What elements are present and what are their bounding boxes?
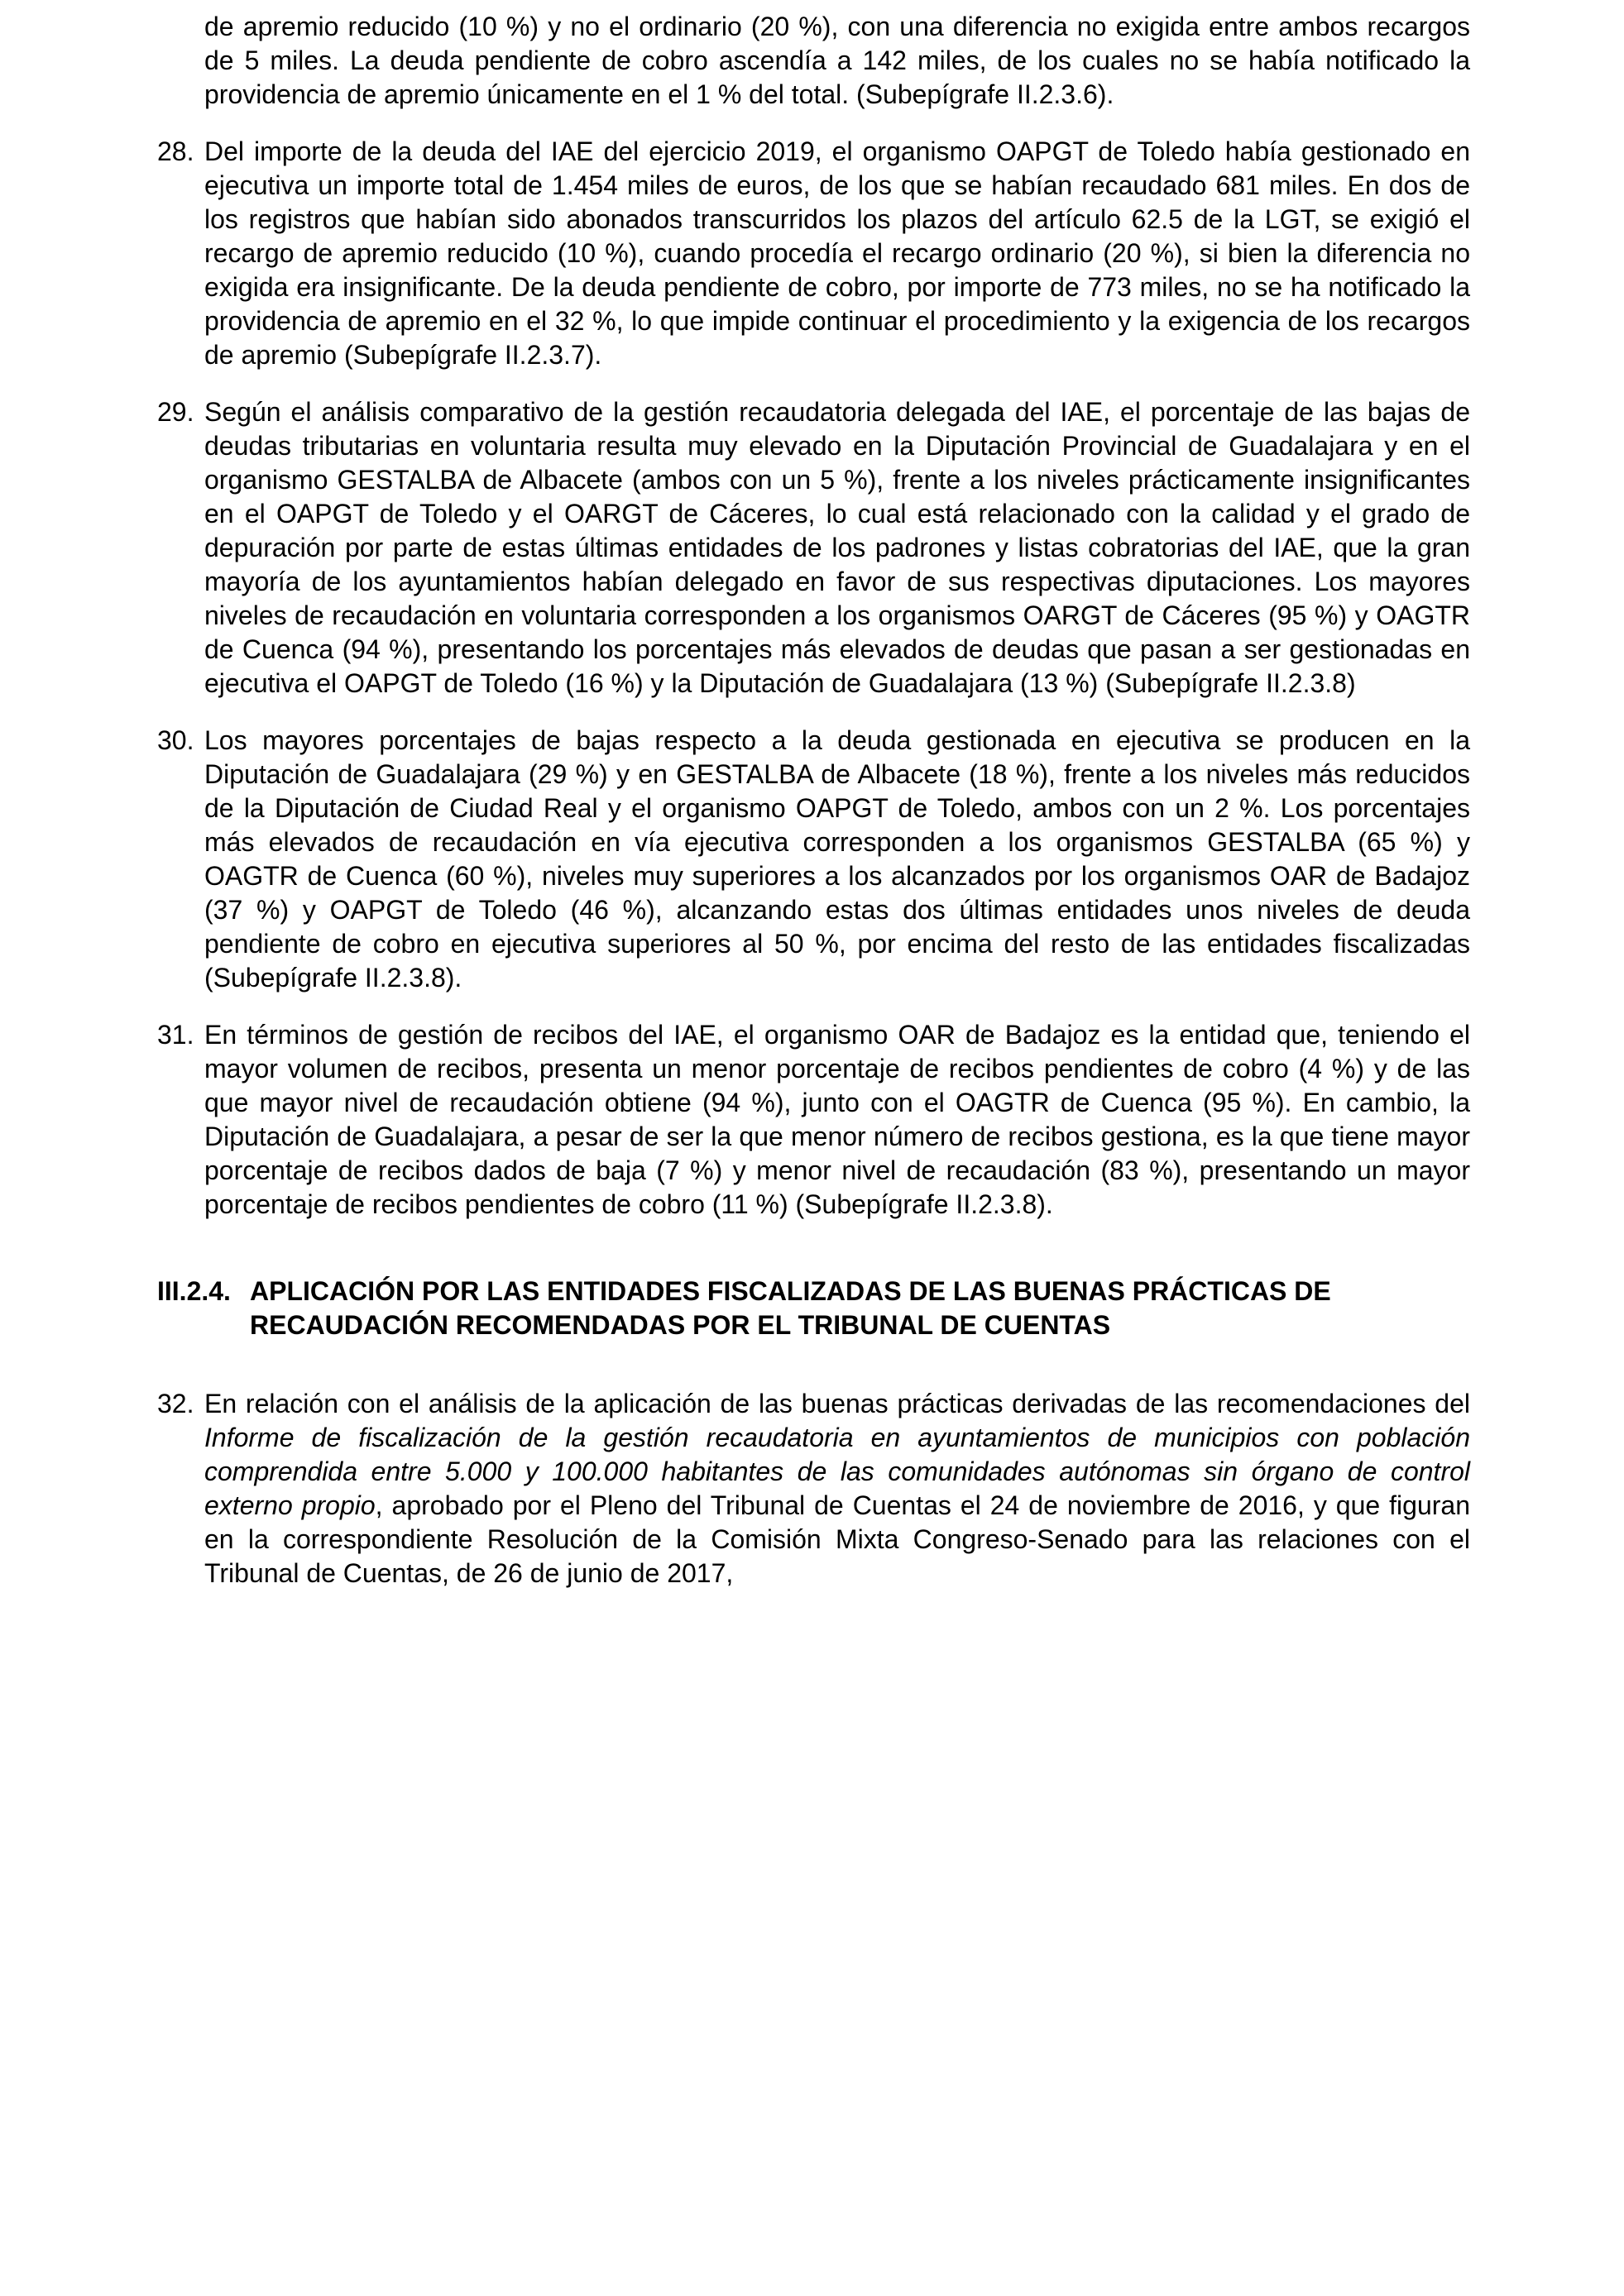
section-heading-III-2-4 bbox=[157, 1275, 1470, 1342]
paragraph-32 bbox=[157, 1387, 1470, 1590]
section-heading-text: APLICACIÓN POR LAS ENTIDADES FISCALIZADAS DE LAS BUENAS PRÁCTICAS DE RECAUDACIÓN RECOMENDADAS POR EL TRIBUNAL DE CUENTAS bbox=[250, 1276, 1331, 1340]
paragraph-number: 32. bbox=[157, 1389, 194, 1418]
paragraph-text: Según el análisis comparativo de la gestión recaudatoria delegada del IAE, el porcentaje de las bajas de deudas tributarias en voluntaria resulta muy elevado en la Diputación Provincial de Guadalajara y en el organismo GESTALBA de Albacete (ambos con un 5 %), frente a los niveles prácticamente insignificantes en el OAPGT de Toledo y el OARGT de Cáceres, lo cual está relacionado con la calidad y el grado de depuración por parte de estas últimas entidades de los padrones y listas cobratorias del IAE, que la gran mayoría de los ayuntamientos habían delegado en favor de sus respectivas diputaciones. Los mayores niveles de recaudación en voluntaria corresponden a los organismos OARGT de Cáceres (95 %) y OAGTR de Cuenca (94 %), presentando los porcentajes más elevados de deudas que pasan a ser gestionadas en ejecutiva el OAPGT de Toledo (16 %) y la Diputación de Guadalajara (13 %) (Subepígrafe II.2.3.8) bbox=[204, 397, 1470, 698]
paragraph-continuation: de apremio reducido (10 %) y no el ordinario (20 %), con una diferencia no exigida entre ambos recargos de 5 miles. La deuda pendiente de cobro ascendía a 142 miles, de los cuales no se había notificado la providencia de apremio únicamente en el 1 % del total. (Subepígrafe II.2.3.6). bbox=[204, 12, 1470, 109]
paragraph-text bbox=[204, 1387, 1470, 1590]
paragraph-28 bbox=[157, 135, 1470, 372]
paragraph-text-segment: En relación con el análisis de la aplicación de las buenas prácticas derivadas de las recomendaciones del bbox=[204, 1389, 1470, 1418]
section-heading-number: III.2.4. bbox=[157, 1276, 231, 1306]
paragraph-text: Del importe de la deuda del IAE del ejercicio 2019, el organismo OAPGT de Toledo había gestionado en ejecutiva un importe total de 1.454 miles de euros, de los que se habían recaudado 681 miles. En dos de los registros que habían sido abonados transcurridos los plazos del artículo 62.5 de la LGT, se exigió el recargo de apremio reducido (10 %), cuando procedía el recargo ordinario (20 %), si bien la diferencia no exigida era insignificante. De la deuda pendiente de cobro, por importe de 773 miles, no se ha notificado la providencia de apremio en el 32 %, lo que impide continuar el procedimiento y la exigencia de los recargos de apremio (Subepígrafe II.2.3.7). bbox=[204, 136, 1470, 370]
report-title-italic: Informe de fiscalización de la gestión recaudatoria en ayuntamientos de municipios con población comprendida entre 5.000 y 100.000 habitantes de las comunidades autónomas sin órgano de control externo propio bbox=[204, 1423, 1470, 1520]
paragraph-text: Los mayores porcentajes de bajas respecto a la deuda gestionada en ejecutiva se producen en la Diputación de Guadalajara (29 %) y en GESTALBA de Albacete (18 %), frente a los niveles más reducidos de la Diputación de Ciudad Real y el organismo OAPGT de Toledo, ambos con un 2 %. Los porcentajes más elevados de recaudación en vía ejecutiva corresponden a los organismos GESTALBA (65 %) y OAGTR de Cuenca (60 %), niveles muy superiores a los alcanzados por los organismos OAR de Badajoz (37 %) y OAPGT de Toledo (46 %), alcanzando estas dos últimas entidades unos niveles de deuda pendiente de cobro en ejecutiva superiores al 50 %, por encima del resto de las entidades fiscalizadas (Subepígrafe II.2.3.8). bbox=[204, 725, 1470, 993]
paragraph-number: 29. bbox=[157, 397, 194, 427]
paragraph-number: 30. bbox=[157, 725, 194, 755]
paragraph-number: 31. bbox=[157, 1020, 194, 1050]
paragraph-text-segment: , aprobado por el Pleno del Tribunal de Cuentas el 24 de noviembre de 2016, y que figuran en la correspondiente Resolución de la Comisión Mixta Congreso-Senado para las relaciones con el Tribunal de Cuentas, de 26 de junio de 2017, bbox=[204, 1490, 1471, 1588]
paragraph-number: 28. bbox=[157, 136, 194, 166]
paragraph-30 bbox=[157, 724, 1470, 995]
paragraph-29 bbox=[157, 395, 1470, 701]
paragraph-31 bbox=[157, 1018, 1470, 1222]
paragraph-text: En términos de gestión de recibos del IAE, el organismo OAR de Badajoz es la entidad que, teniendo el mayor volumen de recibos, presenta un menor porcentaje de recibos pendientes de cobro (4 %) y de las que mayor nivel de recaudación obtiene (94 %), junto con el OAGTR de Cuenca (95 %). En cambio, la Diputación de Guadalajara, a pesar de ser la que menor número de recibos gestiona, es la que tiene mayor porcentaje de recibos dados de baja (7 %) y menor nivel de recaudación (83 %), presentando un mayor porcentaje de recibos pendientes de cobro (11 %) (Subepígrafe II.2.3.8). bbox=[204, 1020, 1470, 1219]
